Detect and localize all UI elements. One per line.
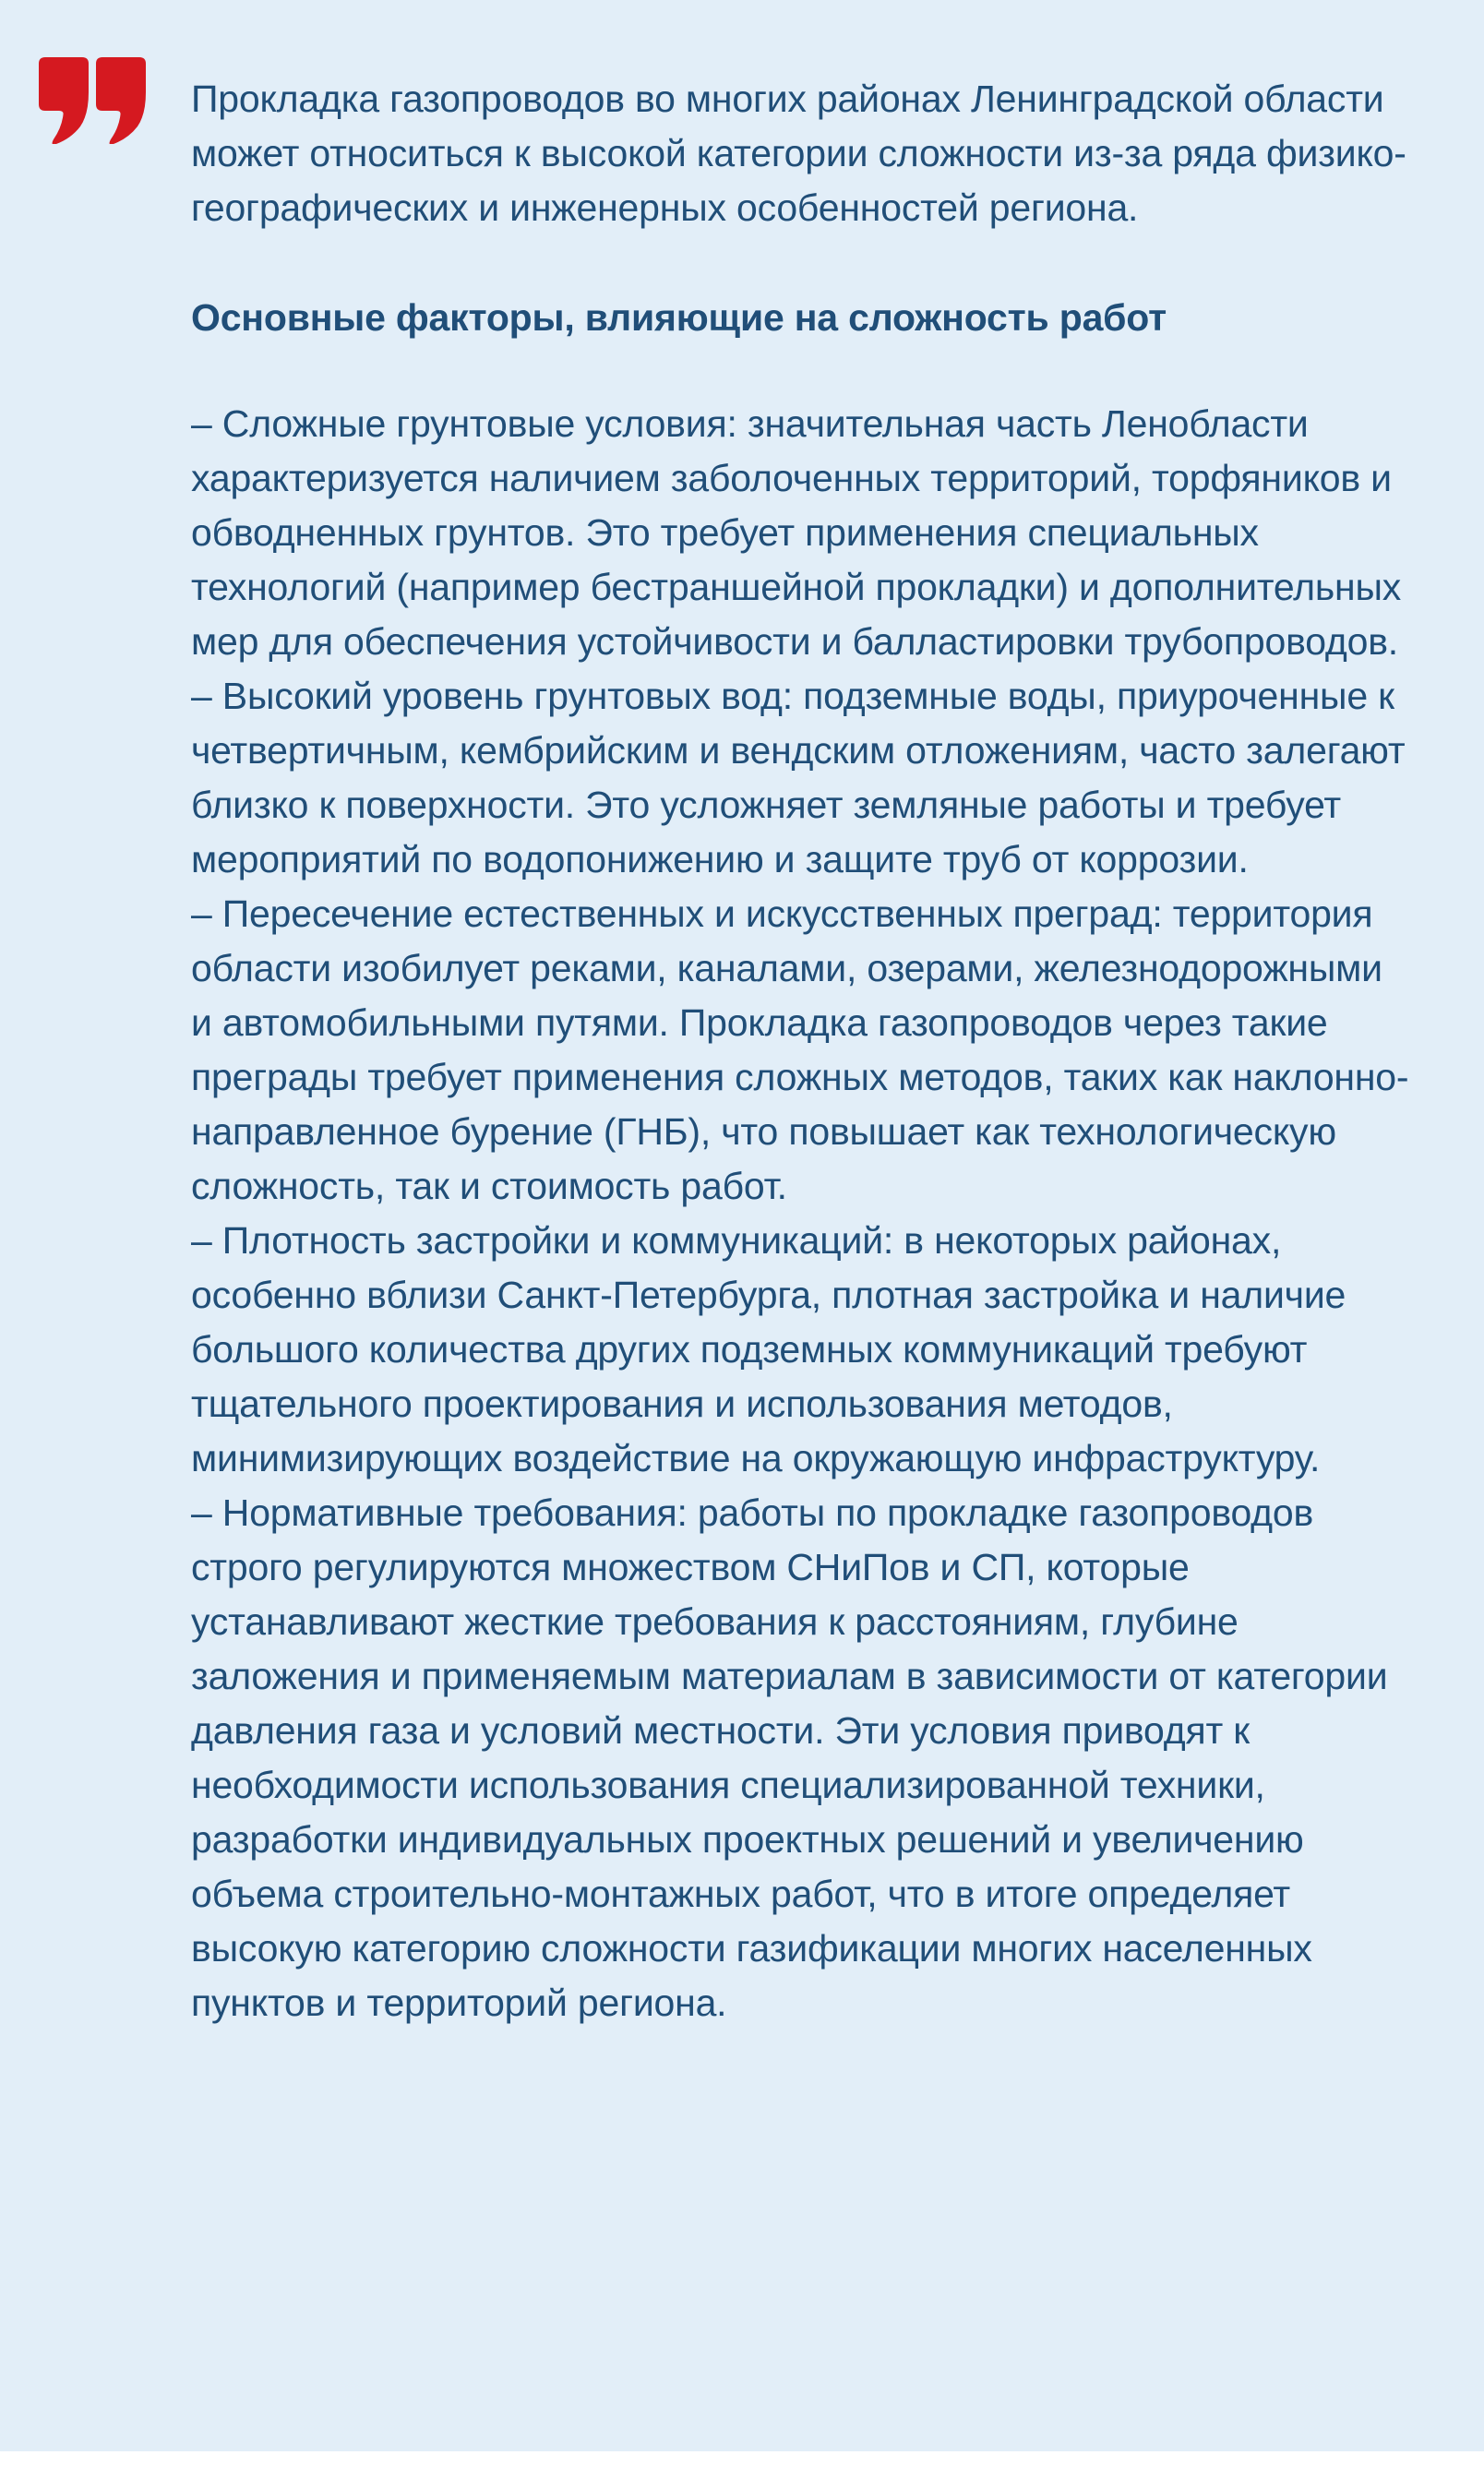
factor-item: – Нормативные требования: работы по прокладке газопроводов строго регулируются множеством СНиПов и СП, которые устанавливают жесткие требования к расстояниям, глубине заложения и применяемым материалам в зависимости от категории давления газа и условий местности. Эти условия приводят к необходимости использования специализированной техники, разработки индивидуальных проектных решений и увеличению объема строительно-монтажных работ, что в итоге определяет высокую категорию сложности газификации многих населенных пунктов и территорий региона. [191,1491,1388,2024]
quote-intro-text: Прокладка газопроводов во многих районах Ленинградской области может относиться к высокой категории сложности из-за ряда физико-географических и инженерных особенностей региона. [191,78,1406,229]
factors-heading: Основные факторы, влияющие на сложность работ [191,296,1167,339]
factor-item: – Пересечение естественных и искусственных преград: территория области изобилует реками, каналами, озерами, железнодорожными и автомобильными путями. Прокладка газопроводов через такие преграды требует применения сложных методов, таких как наклонно-направленное бурение (ГНБ), что повышает как технологическую сложность, так и стоимость работ. [191,892,1409,1207]
factors-list [191,397,1411,2030]
factor-item: – Плотность застройки и коммуникаций: в некоторых районах, особенно вблизи Санкт-Петербурга, плотная застройка и наличие большого количества других подземных коммуникаций требуют тщательного проектирования и использования методов, минимизирующих воздействие на окружающую инфраструктуру. [191,1219,1346,1479]
factor-item: – Высокий уровень грунтовых вод: подземные воды, приуроченные к четвертичным, кембрийским и вендским отложениям, часто залегают близко к поверхности. Это усложняет земляные работы и требует мероприятий по водопонижению и защите труб от коррозии. [191,675,1406,880]
factor-item: – Сложные грунтовые условия: значительная часть Ленобласти характеризуется наличием заболоченных территорий, торфяников и обводненных грунтов. Это требует применения специальных технологий (например бестраншейной прокладки) и дополнительных мер для обеспечения устойчивости и балластировки трубопроводов. [191,402,1402,663]
quote-content [191,72,1411,2030]
closing-double-quote-icon [39,57,146,144]
